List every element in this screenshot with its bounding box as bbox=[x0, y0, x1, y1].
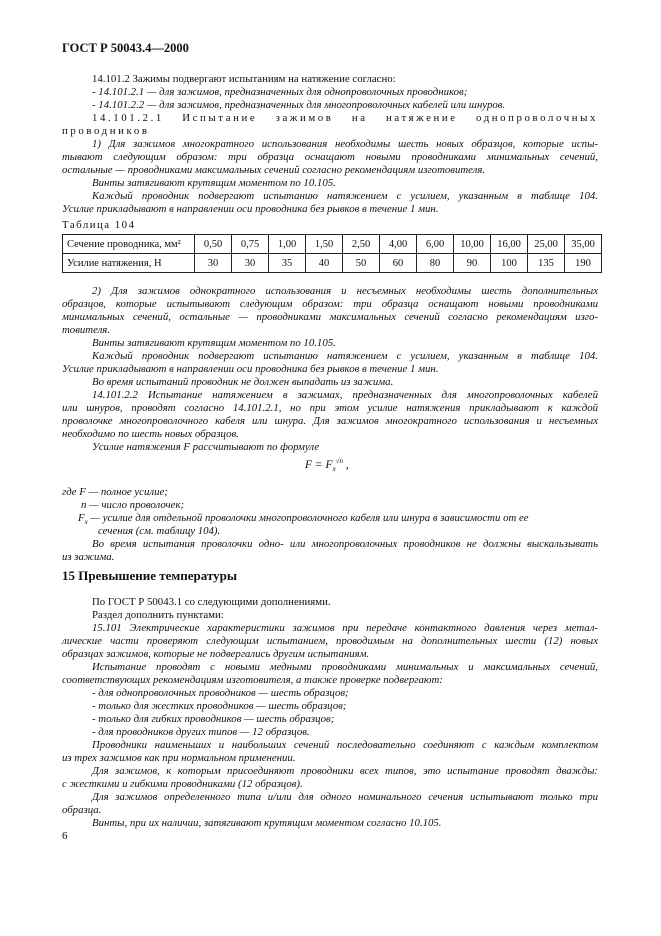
table-cell: 30 bbox=[195, 254, 232, 273]
table-104 bbox=[62, 234, 602, 273]
paragraph-line: Для зажимов определенного типа и/или для одного номинального сечения испытывают только три bbox=[92, 791, 598, 803]
paragraph-line: По ГОСТ Р 50043.1 со следующими дополнениями. bbox=[92, 596, 331, 608]
table-row-label: Усилие натяжения, Н bbox=[63, 254, 195, 273]
table-cell: 4,00 bbox=[380, 235, 417, 254]
paragraph-line: минимальных сечений, остальные — проводниками максимальных сечений согласно рекомендациям изго- bbox=[62, 311, 598, 323]
paragraph-line: Во время испытания проволочки одно- или многопроволочных проводников не должны выскальзывать bbox=[92, 538, 598, 550]
formula-base: F bbox=[325, 458, 333, 471]
paragraph-line: Винты затягивают крутящим моментом по 10.105. bbox=[92, 177, 336, 189]
paragraph-line: Винты затягивают крутящим моментом по 10.105. bbox=[92, 337, 336, 349]
formula-subscript: x bbox=[332, 465, 336, 474]
paragraph-line: 14.101.2.2 Испытание натяжением в зажимах, предназначенных для многопроволочных кабелей bbox=[92, 389, 598, 401]
list-item: - 14.101.2.1 — для зажимов, предназначенных для однопроволочных проводников; bbox=[92, 86, 468, 98]
table-cell: 25,00 bbox=[528, 235, 565, 254]
paragraph-line: 14.101.2 Зажимы подвергают испытаниям на натяжение согласно: bbox=[92, 73, 396, 85]
paragraph-line: образцах зажимов, которые не подвергались другим испытаниям. bbox=[62, 648, 370, 660]
definition-line: где F — полное усилие; bbox=[62, 486, 168, 498]
table-cell: 2,50 bbox=[343, 235, 380, 254]
table-cell: 30 bbox=[232, 254, 269, 273]
table-row bbox=[63, 235, 602, 254]
section-heading: 15 Превышение температуры bbox=[62, 568, 238, 583]
list-item: - 14.101.2.2 — для зажимов, предназначенных для многопроволочных кабелей или шнуров. bbox=[92, 99, 506, 111]
table-cell: 16,00 bbox=[491, 235, 528, 254]
table-cell: 10,00 bbox=[454, 235, 491, 254]
definition-line: сечения (см. таблицу 104). bbox=[98, 525, 221, 537]
table-cell: 80 bbox=[417, 254, 454, 273]
table-cell: 90 bbox=[454, 254, 491, 273]
fx-symbol: F bbox=[78, 512, 85, 524]
paragraph-line: Проводники наименьших и наибольших сечений последовательно соединяют с каждым комплектом bbox=[92, 739, 598, 751]
table-cell: 50 bbox=[343, 254, 380, 273]
definition-line: n — число проволочек; bbox=[81, 499, 185, 511]
fx-subscript: x bbox=[84, 518, 88, 527]
table-cell: 135 bbox=[528, 254, 565, 273]
formula bbox=[305, 457, 349, 473]
paragraph-line: товителя. bbox=[62, 324, 111, 336]
fx-definition: — усилие для отдельной проволочки многопроволочного кабеля или шнура в зависимости от ее bbox=[90, 512, 529, 524]
list-item: - для проводников других типов — 12 образцов. bbox=[92, 726, 310, 738]
paragraph-line: соответствующих рекомендациям изготовителя, а также проверке подвергают: bbox=[62, 674, 443, 686]
paragraph-line: образца. bbox=[62, 804, 102, 816]
paragraph-line: 2) Для зажимов однократного использования и несъемных необходимы шесть дополнительных bbox=[92, 285, 598, 297]
table-cell: 40 bbox=[306, 254, 343, 273]
paragraph-line: Усилие прикладывают в направлении оси проводника без рывков в течение 1 мин. bbox=[62, 203, 439, 215]
formula-lhs: F = bbox=[305, 458, 323, 471]
table-cell: 1,00 bbox=[269, 235, 306, 254]
paragraph-line: или шнуров, проводят согласно 14.101.2.1, но при этом усилие натяжения прикладывают к каждой bbox=[62, 402, 598, 414]
paragraph-line: образцов, которые испытывают следующим образом: три образца оснащают новыми проводниками bbox=[62, 298, 598, 310]
row-label-text: Сечение проводника, мм² bbox=[67, 238, 181, 250]
paragraph-line: с жесткими и гибкими проводниками (12 образцов). bbox=[62, 778, 303, 790]
formula-tail: , bbox=[343, 458, 349, 471]
paragraph-line: Для зажимов, к которым присоединяют проводники всех типов, это испытание проводят дважды: bbox=[92, 765, 598, 777]
formula-superscript: √n bbox=[335, 457, 344, 465]
page-number: 6 bbox=[62, 830, 68, 842]
paragraph-line: Винты, при их наличии, затягивают крутящим моментом согласно 10.105. bbox=[92, 817, 442, 829]
table-cell: 35,00 bbox=[565, 235, 602, 254]
table-caption: Таблица 104 bbox=[62, 219, 136, 231]
table-cell: 0,75 bbox=[232, 235, 269, 254]
paragraph-line: лические части проверяют следующим испытанием, проводимым на дополнительных шести (12) новых bbox=[62, 635, 598, 647]
paragraph-line: Усилие прикладывают в направлении оси проводника без рывков в течение 1 мин. bbox=[62, 363, 439, 375]
list-item: - только для жестких проводников — шесть образцов; bbox=[92, 700, 347, 712]
paragraph-line: остальные — проводниками максимальных сечений согласно рекомендациям изготовителя. bbox=[62, 164, 486, 176]
table-cell: 100 bbox=[491, 254, 528, 273]
table-cell: 1,50 bbox=[306, 235, 343, 254]
paragraph-line: из трех зажимов как при нормальном применении. bbox=[62, 752, 296, 764]
paragraph-line: Каждый проводник подвергают испытанию натяжением с усилием, указанным в таблице 104. bbox=[92, 190, 598, 202]
table-cell: 35 bbox=[269, 254, 306, 273]
paragraph-line: Каждый проводник подвергают испытанию натяжением с усилием, указанным в таблице 104. bbox=[92, 350, 598, 362]
paragraph-line: необходимо по шесть новых образцов. bbox=[62, 428, 239, 440]
paragraph-line: 1) Для зажимов многократного использования необходимы шесть новых образцов, которые испы- bbox=[92, 138, 598, 150]
paragraph-line: Раздел дополнить пунктами: bbox=[92, 609, 224, 621]
paragraph-line: тывают следующим образом: три образца оснащают новыми проводниками минимальных сечений, bbox=[62, 151, 598, 163]
document-header: ГОСТ Р 50043.4—2000 bbox=[62, 41, 189, 55]
list-item: - только для гибких проводников — шесть образцов; bbox=[92, 713, 335, 725]
subsection-title: проводников bbox=[62, 125, 150, 137]
table-row-label bbox=[63, 235, 195, 254]
paragraph-line: Усилие натяжения F рассчитывают по формуле bbox=[92, 441, 320, 453]
paragraph-line: 15.101 Электрические характеристики зажимов при передаче контактного давления через метал- bbox=[92, 622, 598, 634]
paragraph-line: Испытание проводят с новыми медными проводниками минимальных и максимальных сечений, bbox=[92, 661, 598, 673]
paragraph-line: из зажима. bbox=[62, 551, 115, 563]
table-cell: 60 bbox=[380, 254, 417, 273]
paragraph-line: проволочке многопроволочного кабеля или шнура. Для зажимов многократного использования и несъемных bbox=[62, 415, 598, 427]
table-cell: 6,00 bbox=[417, 235, 454, 254]
table-cell: 0,50 bbox=[195, 235, 232, 254]
paragraph-line: Во время испытаний проводник не должен выпадать из зажима. bbox=[92, 376, 394, 388]
list-item: - для однопроволочных проводников — шесть образцов; bbox=[92, 687, 349, 699]
table-row bbox=[63, 254, 602, 273]
subsection-title: 14.101.2.1 Испытание зажимов на натяжение однопроволочных bbox=[92, 112, 598, 124]
table-cell: 190 bbox=[565, 254, 602, 273]
